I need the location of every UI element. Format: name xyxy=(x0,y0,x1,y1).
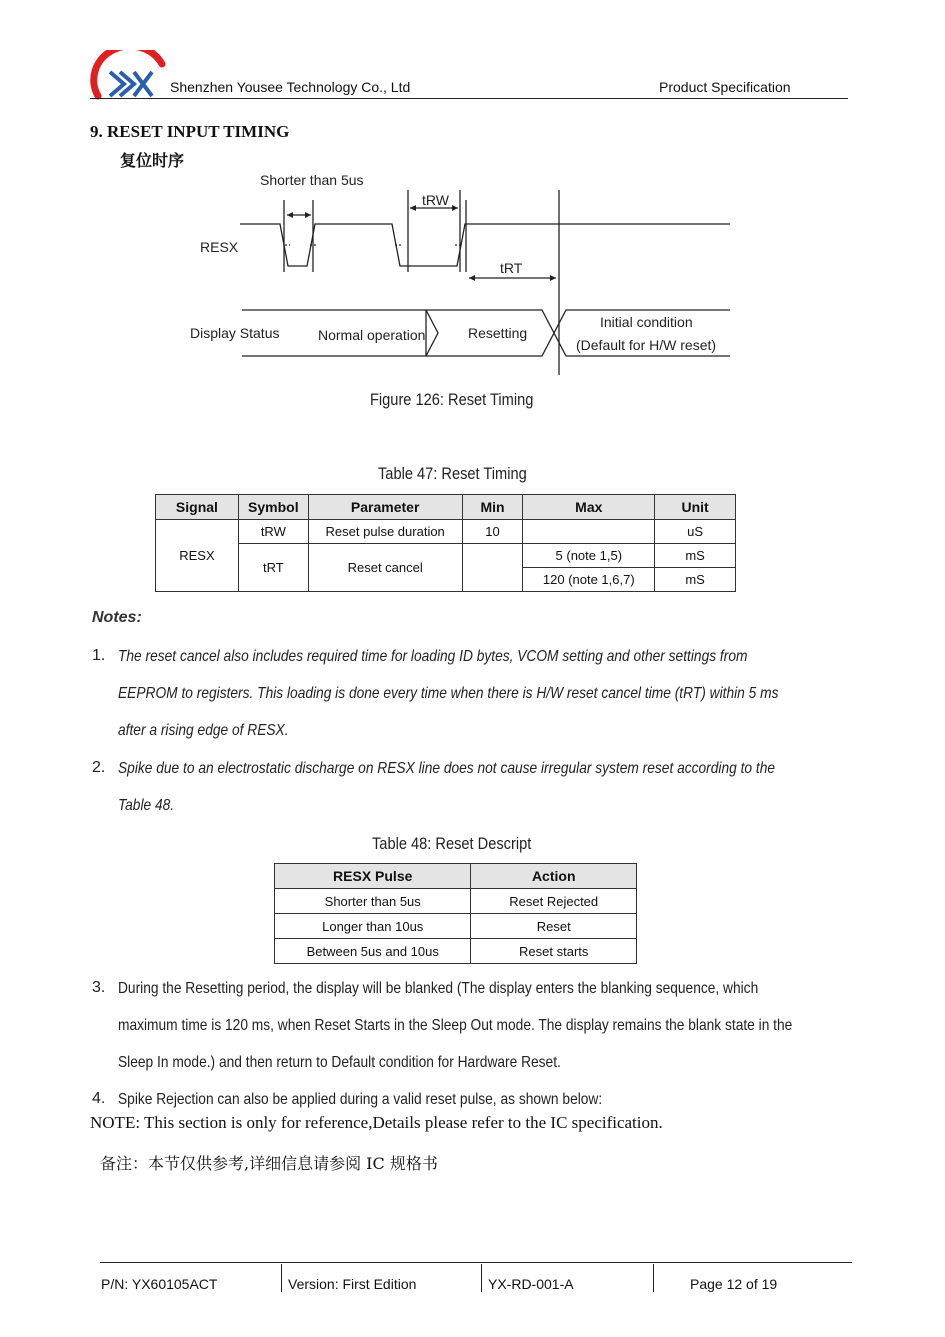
th-signal: Signal xyxy=(156,495,239,520)
note-2-number: 2. xyxy=(92,759,106,776)
label-shorter-than-5us: Shorter than 5us xyxy=(260,172,364,188)
footer-version: Version: First Edition xyxy=(288,1276,417,1292)
reference-note: NOTE: This section is only for reference,Details please refer to the IC specification. xyxy=(90,1113,663,1132)
cell-symbol: tRT xyxy=(238,544,308,592)
label-trt: tRT xyxy=(500,260,523,276)
cell-unit: uS xyxy=(655,520,736,544)
th-resx-pulse: RESX Pulse xyxy=(275,864,471,889)
note-3-text: During the Resetting period, the display will be blanked (The display enters the blanking sequence, which maximum time is 120 ms, when Reset Starts in the Sleep Out mode. The display remains the blank state in the Sleep In mode.) and then return to Default condition for Hardware Reset. xyxy=(118,980,793,1071)
header-company: Shenzhen Yousee Technology Co., Ltd xyxy=(170,79,411,95)
label-normal-operation: Normal operation xyxy=(318,327,426,343)
cell-max: 120 (note 1,6,7) xyxy=(523,568,655,592)
cell-max xyxy=(523,520,655,544)
cell-pulse: Longer than 10us xyxy=(275,914,471,939)
footer-separator xyxy=(481,1264,482,1292)
note-4-text: Spike Rejection can also be applied during a valid reset pulse, as shown below: xyxy=(118,1091,603,1108)
cell-unit: mS xyxy=(655,544,736,568)
note-4-number: 4. xyxy=(92,1090,106,1107)
table-row xyxy=(275,914,637,939)
cell-parameter: Reset cancel xyxy=(308,544,462,592)
note-1-number: 1. xyxy=(92,647,106,664)
label-display-status: Display Status xyxy=(190,325,280,341)
reset-timing-table xyxy=(155,494,736,592)
cell-unit: mS xyxy=(655,568,736,592)
reset-timing-diagram xyxy=(180,160,750,380)
cell-action: Reset Rejected xyxy=(471,889,637,914)
table-row xyxy=(156,544,736,568)
footer-page-number: Page 12 of 19 xyxy=(690,1276,778,1292)
th-action: Action xyxy=(471,864,637,889)
th-parameter: Parameter xyxy=(308,495,462,520)
cell-action: Reset xyxy=(471,914,637,939)
cell-symbol: tRW xyxy=(238,520,308,544)
section-subtitle: 复位时序 xyxy=(120,151,185,170)
label-resx: RESX xyxy=(200,239,239,255)
cn-reference-note: 备注：本节仅供参考,详细信息请参阅 IC 规格书 xyxy=(100,1154,438,1173)
cell-max: 5 (note 1,5) xyxy=(523,544,655,568)
footer-part-number: P/N: YX60105ACT xyxy=(101,1276,218,1292)
cell-min xyxy=(462,544,523,592)
th-min: Min xyxy=(462,495,523,520)
footer-doc-id: YX-RD-001-A xyxy=(488,1276,574,1292)
th-unit: Unit xyxy=(655,495,736,520)
section-title: 9. RESET INPUT TIMING xyxy=(90,122,290,141)
cell-parameter: Reset pulse duration xyxy=(308,520,462,544)
note-2-text: Spike due to an electrostatic discharge on RESX line does not cause irregular system reset according to the Table 48. xyxy=(118,760,776,814)
th-symbol: Symbol xyxy=(238,495,308,520)
note-3-number: 3. xyxy=(92,979,106,996)
reset-descript-table xyxy=(274,863,637,964)
cell-action: Reset starts xyxy=(471,939,637,964)
table48-caption: Table 48: Reset Descript xyxy=(372,834,532,853)
figure-caption: Figure 126: Reset Timing xyxy=(370,390,534,409)
cell-pulse: Between 5us and 10us xyxy=(275,939,471,964)
table-row xyxy=(275,939,637,964)
table47-caption: Table 47: Reset Timing xyxy=(378,464,527,483)
label-default-hw-reset: (Default for H/W reset) xyxy=(576,337,717,353)
footer-separator xyxy=(653,1264,654,1292)
note-1-text: The reset cancel also includes required time for loading ID bytes, VCOM setting and other settings from EEPROM to registers. This loading is done every time when there is H/W reset cancel time (tRT) within 5 ms after a rising edge of RESX. xyxy=(118,648,779,739)
table-row xyxy=(275,889,637,914)
label-trw: tRW xyxy=(422,192,449,208)
cell-pulse: Shorter than 5us xyxy=(275,889,471,914)
notes-title: Notes: xyxy=(92,609,142,626)
table-row xyxy=(156,520,736,544)
label-resetting: Resetting xyxy=(468,325,528,341)
cell-signal: RESX xyxy=(156,520,239,592)
cell-min: 10 xyxy=(462,520,523,544)
th-max: Max xyxy=(523,495,655,520)
header-doc-type: Product Specification xyxy=(659,79,791,95)
company-logo xyxy=(90,50,170,100)
footer-divider xyxy=(100,1262,852,1263)
label-initial-condition: Initial condition xyxy=(600,314,693,330)
header-divider xyxy=(90,98,848,99)
footer-separator xyxy=(281,1264,282,1292)
